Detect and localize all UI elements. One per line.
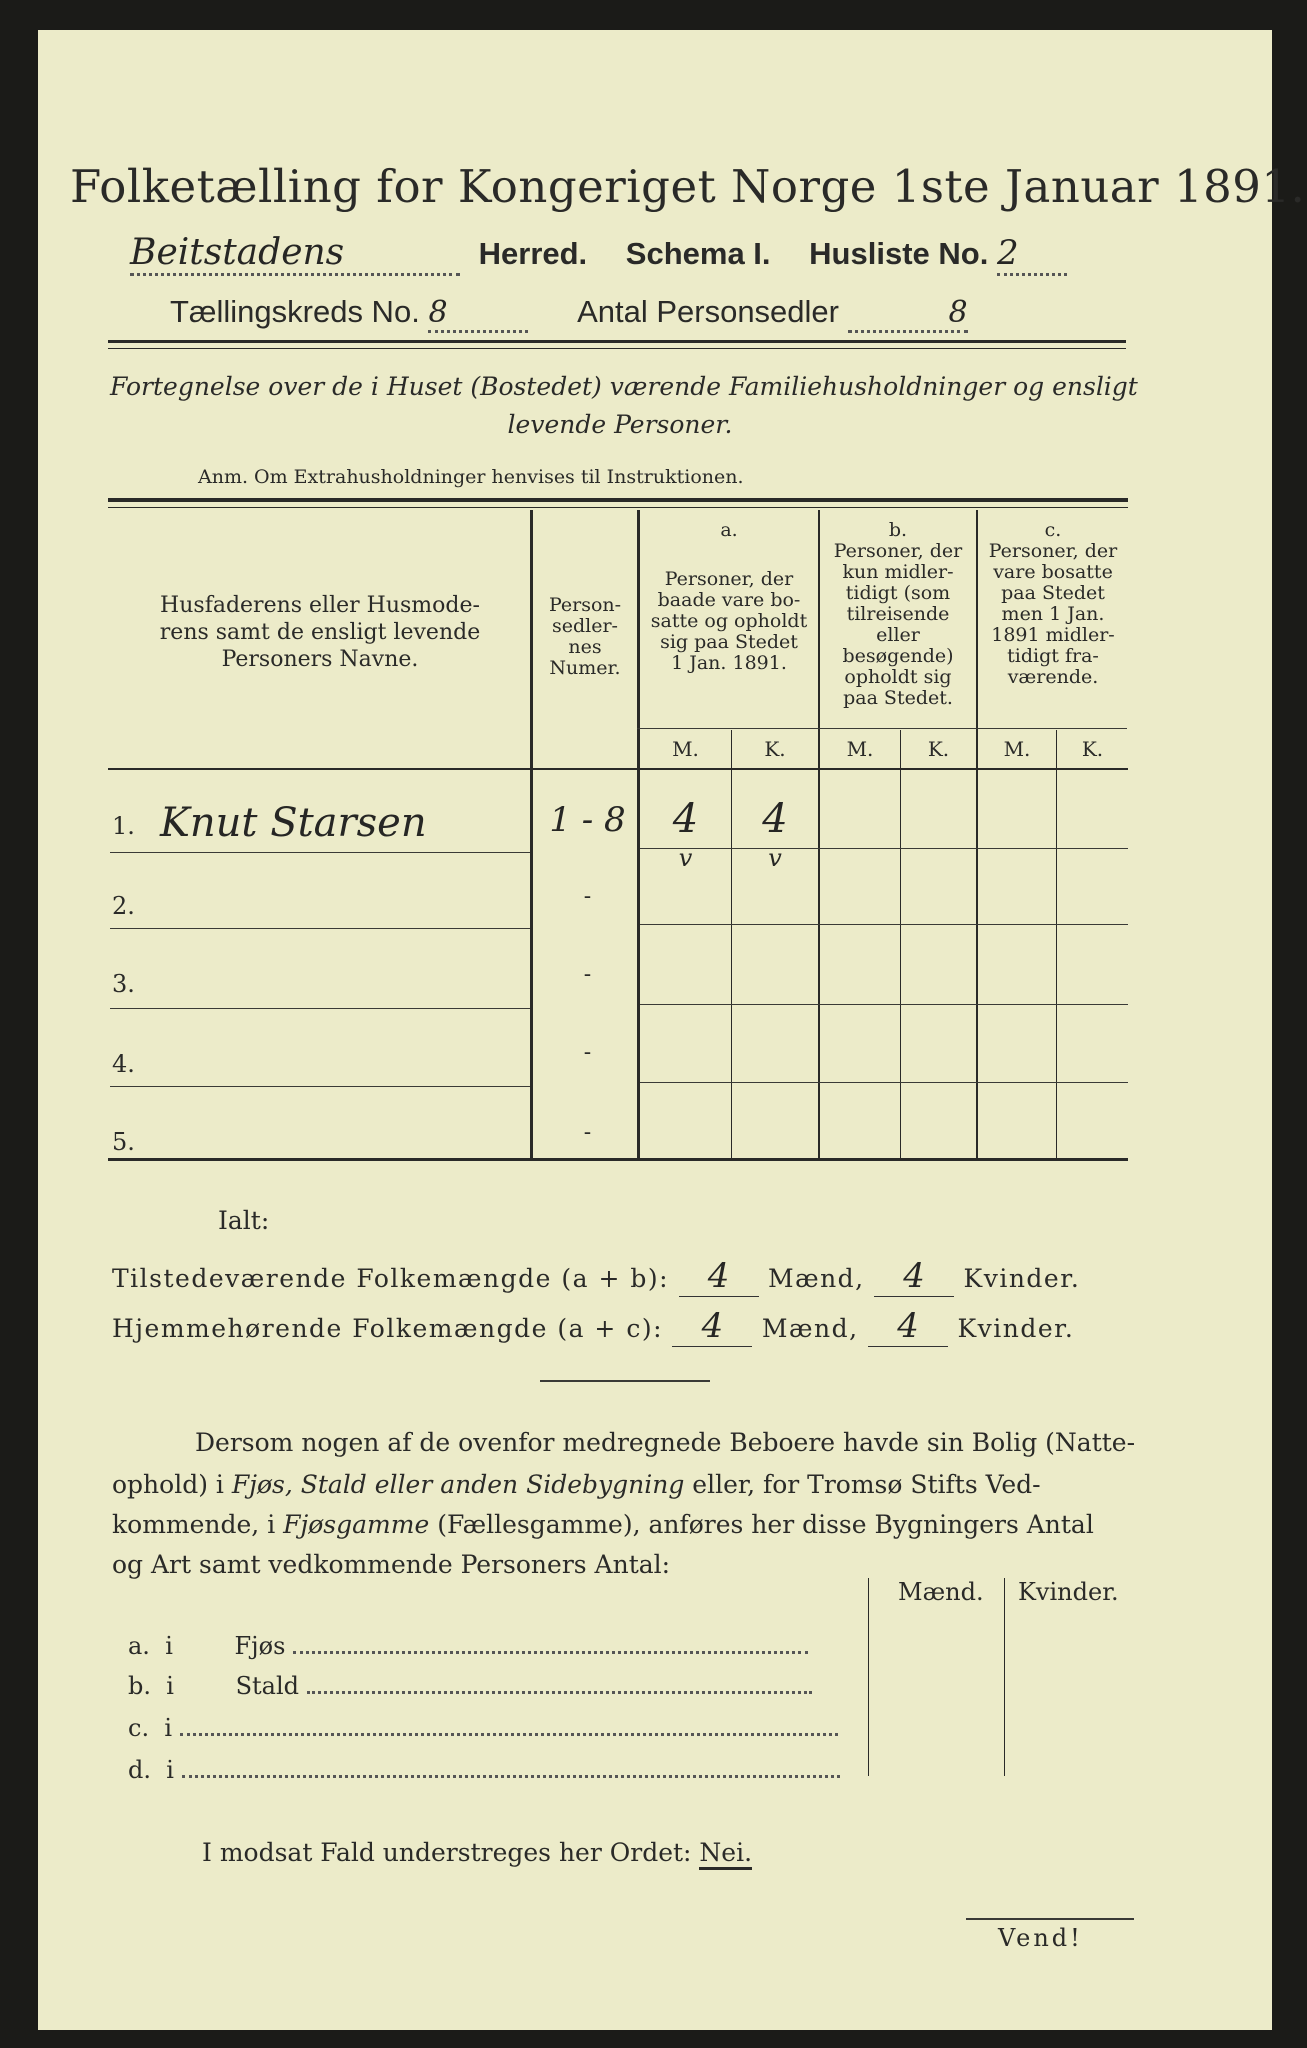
subtitle-line1: Fortegnelse over de i Huset (Bostedet) værende Familiehusholdninger og ensligt: [110, 372, 1138, 401]
a-k-label: K.: [764, 737, 786, 761]
nei-word: Nei.: [699, 1838, 752, 1870]
buildings-para-3: kommende, i Fjøsgamme (Fællesgamme), anføres her disse Bygningers Antal: [112, 1510, 1094, 1539]
row-rule: [640, 1004, 1128, 1005]
table-vline: [731, 730, 732, 1158]
row-rule: [110, 1008, 530, 1009]
resident-men: 4: [672, 1306, 752, 1347]
row-number: 4.: [112, 1050, 135, 1078]
resident-women: 4: [868, 1306, 948, 1347]
resident-label: Hjemmehørende Folkemængde (a + c):: [112, 1314, 663, 1343]
row-sedler: -: [583, 962, 592, 987]
kreds-label: Tællingskreds No.: [170, 294, 420, 329]
totals-row-resident: [112, 1306, 1074, 1347]
mk-rule: [637, 728, 1127, 729]
buildings-para-4: og Art samt vedkommende Personers Antal:: [112, 1550, 671, 1579]
table-top-rule: [108, 498, 1128, 502]
form-title: Folketælling for Kongeriget Norge 1ste Januar 1891.: [70, 160, 1306, 213]
annotation-note: Anm. Om Extrahusholdninger henvises til Instruktionen.: [198, 466, 744, 488]
building-item-d: d. i: [128, 1756, 840, 1784]
husliste-label: Husliste No.: [809, 236, 989, 271]
ialt-label: Ialt:: [218, 1206, 270, 1235]
row-number: 3.: [112, 970, 135, 998]
buildings-para-2: ophold) i Fjøs, Stald eller anden Sidebygning eller, for Tromsø Stifts Ved-: [112, 1470, 1041, 1499]
col-a-header: a. Personer, der baade vare bo- satte og opholdt sig paa Stedet 1 Jan. 1891.: [650, 519, 808, 674]
table-top-rule-thin: [108, 507, 1128, 508]
row-a-m: 4: [672, 796, 699, 842]
col-b-header: b. Personer, der kun midler- tidigt (som tilreisende eller besøgende) opholdt sig paa Stedet.: [833, 519, 963, 709]
kvinder-label: Kvinder.: [963, 1264, 1081, 1293]
nei-line: [202, 1838, 752, 1867]
check-mark: v: [768, 844, 782, 872]
herred-value: Beitstadens: [130, 232, 460, 276]
header-rule: [108, 340, 1126, 343]
table-vline: [1056, 730, 1057, 1158]
maend-label: Mænd,: [767, 1264, 865, 1293]
present-men: 4: [679, 1256, 759, 1297]
maend-label: Mænd,: [761, 1314, 859, 1343]
nei-prefix: I modsat Fald understreges her Ordet:: [202, 1838, 692, 1867]
separator-rule: [540, 1380, 710, 1382]
table-bottom-rule: [108, 1158, 1128, 1161]
buildings-para-1: Dersom nogen af de ovenfor medregnede Beboere havde sin Bolig (Natte-: [195, 1428, 1136, 1457]
building-item-c: c. i: [128, 1714, 838, 1742]
table-header-rule: [108, 768, 1128, 770]
row-number: 1.: [112, 812, 135, 840]
vend-label: Vend!: [998, 1924, 1083, 1952]
building-item-a: a. i Fjøs: [128, 1632, 808, 1660]
maend-col-label: Mænd.: [898, 1578, 984, 1606]
row-sedler: -: [583, 884, 592, 909]
present-label: Tilstedeværende Folkemængde (a + b):: [112, 1264, 670, 1293]
row-number: 5.: [112, 1128, 135, 1156]
kreds-value: 8: [428, 295, 528, 333]
col-name-header: Husfaderens eller Husmode- rens samt de ensligt levende Personers Navne.: [159, 593, 481, 672]
building-item-b: b. i Stald: [128, 1672, 812, 1700]
buildings-vline: [868, 1578, 869, 1776]
kvinder-label: Kvinder.: [957, 1314, 1075, 1343]
row-sedler: -: [583, 1040, 592, 1065]
row-rule: [640, 924, 1128, 925]
buildings-vline: [1004, 1578, 1005, 1776]
c-k-label: K.: [1081, 737, 1104, 761]
b-m-label: M.: [846, 737, 874, 761]
subtitle-line2: levende Personer.: [507, 410, 733, 439]
row-rule: [110, 1086, 530, 1087]
vend-rule: [966, 1918, 1134, 1920]
row-rule: [640, 1082, 1128, 1083]
totals-row-present: [112, 1256, 1080, 1297]
row-name: Knut Starsen: [160, 800, 427, 846]
row-a-k: 4: [762, 796, 788, 842]
row-number: 2.: [112, 892, 135, 920]
herred-label: Herred.: [478, 236, 588, 271]
herred-line: [130, 232, 1067, 276]
row-rule: [110, 928, 530, 929]
col-num-header: Person- sedler- nes Numer.: [548, 594, 622, 679]
b-k-label: K.: [927, 737, 950, 761]
present-women: 4: [874, 1256, 954, 1297]
c-m-label: M.: [1003, 737, 1031, 761]
personsedler-label: Antal Personsedler: [577, 294, 839, 329]
table-vline: [900, 730, 901, 1158]
row-sedler: -: [583, 1120, 592, 1145]
check-mark: v: [678, 844, 693, 872]
schema-label: Schema I.: [625, 236, 771, 271]
row-sedler: 1 - 8: [549, 800, 626, 840]
row-rule: [110, 852, 530, 853]
col-c-header: c. Personer, der vare bosatte paa Stedet men 1 Jan. 1891 midler- tidigt fra- værende.: [988, 519, 1118, 688]
personsedler-value: 8: [848, 295, 968, 333]
kreds-line: [170, 294, 968, 333]
husliste-value: 2: [997, 233, 1067, 276]
kvinder-col-label: Kvinder.: [1018, 1578, 1119, 1606]
header-rule-thin: [108, 348, 1126, 349]
a-m-label: M.: [672, 737, 699, 761]
